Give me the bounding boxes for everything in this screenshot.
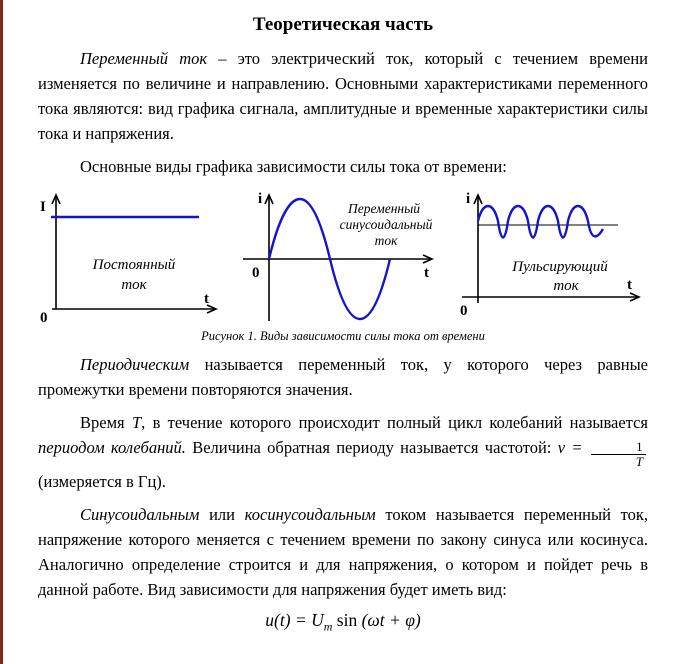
paragraph-text: (измеряется в Гц). bbox=[38, 471, 166, 491]
x-axis-label: t bbox=[204, 291, 209, 307]
term-period: периодом колебаний. bbox=[38, 438, 186, 457]
pulsating-curve bbox=[478, 206, 603, 238]
x-axis-label: t bbox=[627, 277, 632, 293]
graph3-caption-line1: Пульсирующий bbox=[512, 259, 608, 275]
y-axis-label: i bbox=[258, 191, 263, 207]
graph1-caption-line2: ток bbox=[121, 277, 147, 293]
origin-label: 0 bbox=[40, 310, 48, 326]
variable-T: T bbox=[131, 413, 142, 432]
graph-pulsating-current bbox=[456, 187, 648, 327]
term-alternating-current: Переменный ток bbox=[80, 49, 208, 68]
paragraph-text: – это электрический ток, который с течением времени изменяется по величине и направлению. Основными характеристиками переменного тока являются: вид графика сигнала, амплитудные и временные характеристики силы тока и напряжения. bbox=[38, 49, 648, 143]
paragraph-text: , в течение которого происходит полный цикл колебаний называется bbox=[141, 413, 648, 432]
page-title: Теоретическая часть bbox=[252, 14, 434, 35]
fraction-denominator: T bbox=[635, 454, 643, 469]
voltage-formula bbox=[38, 610, 648, 635]
paragraph-period-frequency bbox=[38, 410, 648, 494]
paragraph-text: Время bbox=[80, 413, 132, 432]
graph2-caption-line2: синусоидальный bbox=[339, 217, 433, 232]
origin-label: 0 bbox=[252, 265, 260, 281]
term-sinusoidal: Синусоидальным bbox=[80, 504, 200, 524]
formula-sin-function: sin bbox=[332, 609, 362, 630]
paragraph-periodic-current bbox=[38, 352, 648, 402]
fraction-numerator: 1 bbox=[591, 440, 646, 455]
fraction-one-over-T bbox=[591, 440, 646, 468]
graph2-caption-line1: Переменный bbox=[347, 201, 421, 216]
term-cosinusoidal: косинусоидальным bbox=[244, 504, 376, 524]
paragraph-text: Величина обратная периоду называется частотой: bbox=[185, 438, 558, 457]
page-left-edge bbox=[0, 0, 3, 664]
graph-sinusoidal-current bbox=[239, 187, 441, 327]
graph1-caption-line1: Постоянный bbox=[92, 257, 176, 273]
formula-lhs: u(t) = U bbox=[265, 609, 324, 630]
graph2-caption-line3: ток bbox=[374, 233, 398, 248]
formula-subscript-m: m bbox=[323, 619, 333, 634]
graph3-caption-line2: ток bbox=[553, 278, 579, 294]
paragraph-text: называется переменный ток, у которого через равные промежутки времени повторяются значения. bbox=[38, 355, 648, 399]
figure-caption: Рисунок 1. Виды зависимости силы тока от времени bbox=[201, 329, 485, 343]
paragraph-text: или bbox=[199, 504, 245, 524]
y-axis-label: I bbox=[40, 199, 46, 215]
figure-current-graphs bbox=[38, 187, 648, 327]
paragraph-alternating-current bbox=[38, 46, 648, 146]
term-periodic: Периодическим bbox=[80, 355, 190, 374]
origin-label: 0 bbox=[460, 303, 468, 319]
variable-nu: ν = bbox=[557, 438, 589, 457]
graph-constant-current bbox=[38, 187, 224, 327]
paragraph-sinusoidal-current bbox=[38, 502, 648, 602]
paragraph-graph-types-intro: Основные виды графика зависимости силы тока от времени: bbox=[80, 157, 507, 176]
formula-argument: (ωt + φ) bbox=[361, 609, 421, 630]
x-axis-label: t bbox=[424, 265, 429, 281]
y-axis-label: i bbox=[466, 191, 471, 207]
paragraph-text: током называется переменный ток, напряжение которого меняется с течением времени по закону синуса или косинуса. Аналогично определение строится и для напряжения, о котором и пойдет речь в данной работе. Вид зависимости для напряжения будет иметь вид: bbox=[38, 504, 648, 599]
